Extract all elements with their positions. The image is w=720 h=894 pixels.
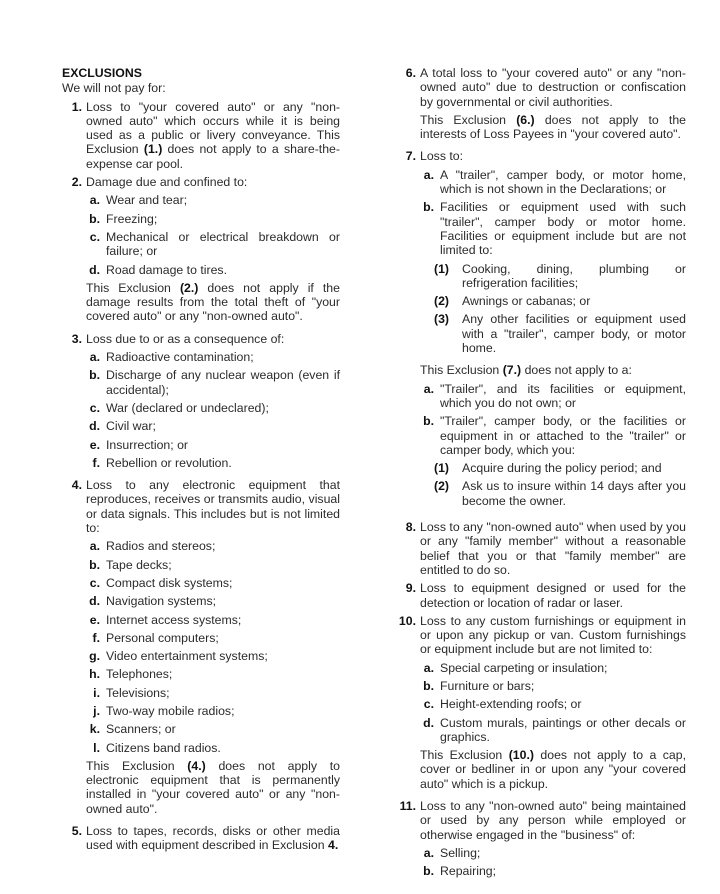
lettered-subitem <box>420 200 686 359</box>
item-text-content: Ask us to insure within 14 days after you become the owner. <box>462 479 686 508</box>
item-marker: d. <box>89 419 100 434</box>
left-column <box>62 66 340 857</box>
item-text <box>106 649 340 663</box>
exclusion-item <box>392 614 686 795</box>
exclusion-text-content: A total loss to "your covered auto" or any "non-owned auto" due to destruction or confiscation by governmental or civil authorities. <box>420 66 686 109</box>
section-intro: We will not pay for: <box>62 81 166 96</box>
item-marker: j. <box>93 703 100 718</box>
item-text <box>440 679 686 693</box>
exclusion-text <box>420 799 686 842</box>
exclusion-text <box>86 478 340 535</box>
exclusion-text-content: Loss to equipment designed or used for the detection or location of radar or laser. <box>420 581 686 610</box>
item-marker: c. <box>89 400 100 415</box>
item-text-content: Radios and stereos; <box>106 539 216 554</box>
note-wrap <box>420 113 686 142</box>
exclusion-body <box>420 614 686 795</box>
lettered-subitem <box>86 212 340 226</box>
item-marker: f. <box>92 455 100 470</box>
item-text <box>106 594 340 608</box>
exclusion-number: 2. <box>71 175 82 190</box>
item-text <box>106 539 340 553</box>
item-text-content: Repairing; <box>440 864 497 879</box>
exclusion-text-content: Loss to any custom furnishings or equipment in or upon any pickup or van. Custom furnishings or equipment include but are not limited to: <box>420 613 686 657</box>
numbered-subitem <box>434 294 686 308</box>
item-marker: a. <box>423 381 434 396</box>
item-marker: d. <box>89 262 100 277</box>
item-text <box>440 382 686 411</box>
right-column <box>392 66 686 887</box>
item-text <box>106 401 340 415</box>
exclusion-item <box>58 332 340 474</box>
exclusion-text <box>420 520 686 577</box>
item-marker: a. <box>89 539 100 554</box>
item-marker: (3) <box>434 312 450 327</box>
lettered-subitem <box>420 697 686 711</box>
exclusion-text-content: Loss due to or as a consequence of: <box>86 331 285 346</box>
note-ref: (6.) <box>516 112 535 127</box>
exclusion-number: 8. <box>405 520 416 535</box>
item-text-content: A "trailer", camper body, or motor home, which is not shown in the Declarations; or <box>440 167 686 197</box>
item-text <box>106 193 340 207</box>
lettered-subitem <box>420 661 686 675</box>
item-text-content: Telephones; <box>106 667 173 682</box>
exclusion-text-content: Loss to "your covered auto" or any "non-owned auto" which occurs while it is being used as a public or livery conveyance. This Exclusion <box>86 99 340 157</box>
item-text <box>106 230 340 259</box>
item-text <box>462 312 686 355</box>
exclusion-text <box>420 66 686 109</box>
exclusion-note <box>420 113 686 142</box>
item-text-content: Freezing; <box>106 211 158 226</box>
exclusions-list-left <box>58 100 340 853</box>
lettered-subitem <box>420 716 686 745</box>
item-text <box>434 414 686 512</box>
item-marker: e. <box>89 437 100 452</box>
note-wrap <box>86 281 340 324</box>
item-marker: l. <box>93 740 100 755</box>
item-marker: e. <box>89 612 100 627</box>
exclusion-body <box>86 824 340 853</box>
lettered-subitem <box>86 438 340 452</box>
item-text-content: Two-way mobile radios; <box>106 703 235 718</box>
item-text-content: Citizens band radios. <box>106 740 221 755</box>
note-text: does not apply to electronic equipment that is permanently installed in "your covered auto" or any "non-owned auto". <box>86 758 340 816</box>
item-marker: b. <box>423 200 434 215</box>
lettered-subitem <box>86 667 340 681</box>
item-text <box>106 613 340 627</box>
item-text-content: Radioactive contamination; <box>106 350 254 365</box>
lettered-subitem <box>420 382 686 411</box>
exclusion-item <box>392 799 686 882</box>
exclusion-note <box>86 281 340 324</box>
exclusion-body <box>420 520 686 577</box>
note-text: This Exclusion <box>420 112 517 127</box>
lettered-subitem <box>86 686 340 700</box>
item-text-content: Televisions; <box>106 685 170 700</box>
item-text-content: Tape decks; <box>106 557 172 572</box>
exclusion-item <box>392 66 686 145</box>
lettered-subitem <box>86 631 340 645</box>
item-text-content: Facilities or equipment used with such "trailer", camper body or motor home. Facilities or equipment include but are not limited to: <box>440 200 686 258</box>
item-text-content: Furniture or bars; <box>440 678 535 693</box>
item-text-content: Wear and tear; <box>106 193 188 208</box>
item-text-content: War (declared or undeclared); <box>106 400 269 415</box>
item-text <box>440 846 686 860</box>
item-text <box>440 661 686 675</box>
lettered-subitem <box>86 594 340 608</box>
exclusion-text-content: Loss to any "non-owned auto" being maintained or used by any person while employed or otherwise engaged in the "business" of: <box>420 799 686 842</box>
lettered-sublist <box>420 846 686 879</box>
item-text-content: Cooking, dining, plumbing or refrigeration facilities; <box>462 261 686 290</box>
numbered-subitem <box>434 461 686 475</box>
exclusion-text <box>420 581 686 610</box>
item-text <box>440 716 686 745</box>
exclusion-number: 6. <box>405 66 416 80</box>
note-ref: (10.) <box>508 748 534 763</box>
item-text <box>440 697 686 711</box>
item-text <box>106 368 340 397</box>
lettered-subitem <box>420 168 686 197</box>
item-text <box>462 479 686 508</box>
note-sublist <box>420 382 686 512</box>
exclusion-item <box>58 175 340 328</box>
exclusion-text <box>420 149 686 163</box>
lettered-subitem <box>86 576 340 590</box>
exclusion-number: 11. <box>399 799 416 814</box>
exclusion-text-content: Loss to: <box>420 149 464 164</box>
item-text-content: Discharge of any nuclear weapon (even if accidental); <box>106 368 340 397</box>
lettered-subitem <box>86 350 340 364</box>
lettered-subitem <box>86 263 340 277</box>
lettered-subitem <box>86 419 340 433</box>
item-marker: a. <box>89 193 100 208</box>
item-marker: b. <box>423 414 434 429</box>
exclusion-text-content: does not apply to a share-the-expense car pool. <box>86 142 340 171</box>
lettered-subitem <box>86 539 340 553</box>
item-marker: a. <box>423 660 434 675</box>
item-text <box>106 704 340 718</box>
item-text-content: Special carpeting or insulation; <box>440 660 608 675</box>
exclusion-body <box>420 66 686 145</box>
note-text: does not apply if the damage results from the total theft of "your covered auto" or any "non-owned auto". <box>86 280 340 324</box>
note-text: This Exclusion <box>86 758 188 773</box>
lettered-subitem <box>420 864 686 878</box>
lettered-subitem <box>86 456 340 470</box>
item-text-content: Acquire during the policy period; and <box>462 461 662 476</box>
item-marker: (1) <box>434 261 450 276</box>
exclusion-text <box>86 175 340 189</box>
item-text-content: Civil war; <box>106 419 156 434</box>
item-text <box>434 200 686 359</box>
item-text <box>462 262 686 291</box>
item-marker: c. <box>89 575 100 590</box>
item-marker: b. <box>423 678 434 693</box>
note-wrap <box>420 748 686 791</box>
item-marker: c. <box>423 697 434 712</box>
item-marker: b. <box>423 864 434 879</box>
note-ref: (2.) <box>179 280 199 295</box>
exclusion-text <box>86 824 340 853</box>
item-text-content: Any other facilities or equipment used with a "trailer", camper body, or motor home. <box>462 312 686 356</box>
item-marker: k. <box>89 722 100 737</box>
item-text <box>106 419 340 433</box>
exclusion-number: 9. <box>405 581 416 596</box>
exclusion-text <box>86 332 340 346</box>
note-text: This Exclusion <box>420 748 509 763</box>
lettered-subitem <box>420 679 686 693</box>
item-text <box>440 168 686 197</box>
item-text-content: Compact disk systems; <box>106 575 233 590</box>
exclusion-item <box>58 824 340 853</box>
numbered-sublist <box>434 262 686 356</box>
item-text <box>440 864 686 878</box>
exclusion-text-content: Loss to any electronic equipment that reproduces, receives or transmits audio, visual or data signals. This includes but is not limited to: <box>86 478 340 536</box>
item-marker: (2) <box>434 479 450 494</box>
lettered-subitem <box>86 193 340 207</box>
exclusions-list-right <box>392 66 686 883</box>
note-text: This Exclusion <box>86 280 180 295</box>
item-marker: (1) <box>434 461 450 476</box>
lettered-subitem <box>86 230 340 259</box>
numbered-sublist <box>434 461 686 508</box>
exclusion-body <box>86 175 340 328</box>
item-marker: d. <box>423 715 434 730</box>
item-text-content: Mechanical or electrical breakdown or failure; or <box>106 229 340 259</box>
lettered-subitem <box>86 722 340 736</box>
item-marker: b. <box>89 368 100 383</box>
note-ref: (4.) <box>187 758 206 773</box>
item-text-content: "Trailer", and its facilities or equipment, which you do not own; or <box>440 381 686 410</box>
item-text <box>462 461 686 475</box>
item-text-content: Road damage to tires. <box>106 262 227 277</box>
lettered-sublist <box>420 168 686 360</box>
exclusion-number: 4. <box>71 478 82 493</box>
exclusion-body <box>86 332 340 474</box>
item-text <box>106 350 340 364</box>
item-text <box>106 741 340 755</box>
item-marker: f. <box>92 630 100 645</box>
item-text <box>106 722 340 736</box>
exclusion-body <box>86 100 340 171</box>
item-text-content: "Trailer", camper body, or the facilities or equipment in or attached to the "trailer" or camper body, which you: <box>440 414 686 457</box>
item-text <box>106 212 340 226</box>
numbered-subitem <box>434 312 686 355</box>
exclusion-ref: (1.) <box>143 142 163 157</box>
lettered-subitem <box>86 368 340 397</box>
item-marker: (2) <box>434 294 450 309</box>
item-text-content: Custom murals, paintings or other decals or graphics. <box>440 715 686 744</box>
exclusion-number: 7. <box>405 149 416 164</box>
item-text <box>106 438 340 452</box>
item-marker: b. <box>89 557 100 572</box>
note-text: does not apply to a cap, cover or bedliner in or upon any "your covered auto" which is a pickup. <box>420 748 686 791</box>
note-wrap <box>420 363 686 512</box>
lettered-sublist <box>420 382 686 512</box>
exclusion-text <box>86 100 340 171</box>
item-text-content: Internet access systems; <box>106 612 242 627</box>
note-wrap <box>86 759 340 816</box>
item-marker: c. <box>89 229 100 244</box>
exclusion-body <box>420 799 686 882</box>
lettered-sublist <box>86 539 340 755</box>
item-text <box>106 456 340 470</box>
item-marker: d. <box>89 594 100 609</box>
item-text-content: Personal computers; <box>106 630 219 645</box>
item-text-content: Selling; <box>440 845 481 860</box>
lettered-sublist <box>86 350 340 470</box>
numbered-subitem <box>434 479 686 508</box>
exclusion-text <box>420 614 686 657</box>
item-text-content: Insurrection; or <box>106 437 189 452</box>
lettered-subitem <box>86 649 340 663</box>
exclusion-body <box>420 149 686 516</box>
item-text-content: Navigation systems; <box>106 594 217 609</box>
item-text-content: Height-extending roofs; or <box>440 697 582 712</box>
exclusion-note <box>420 748 686 791</box>
item-text <box>106 263 340 277</box>
item-text <box>106 576 340 590</box>
item-marker: a. <box>89 350 100 365</box>
exclusion-item <box>392 149 686 516</box>
lettered-subitem <box>86 613 340 627</box>
exclusion-text-content: Loss to tapes, records, disks or other media used with equipment described in Exclusion <box>86 824 340 853</box>
item-marker: a. <box>423 845 434 860</box>
item-marker: b. <box>89 211 100 226</box>
exclusion-note <box>86 759 340 816</box>
exclusion-item <box>392 581 686 610</box>
item-text <box>106 667 340 681</box>
item-text-content: Awnings or cabanas; or <box>462 294 591 309</box>
lettered-subitem <box>86 558 340 572</box>
lettered-subitem <box>86 741 340 755</box>
exclusion-number: 5. <box>71 824 82 839</box>
item-marker: g. <box>89 649 100 664</box>
section-heading: EXCLUSIONS <box>62 66 142 80</box>
lettered-subitem <box>86 401 340 415</box>
item-text <box>106 558 340 572</box>
item-text <box>462 294 686 308</box>
numbered-subitem <box>434 262 686 291</box>
note-text: does not apply to a: <box>521 363 632 378</box>
note-ref: (7.) <box>502 363 522 378</box>
exclusion-item <box>392 520 686 577</box>
exclusion-note <box>420 363 686 377</box>
exclusion-body <box>86 478 340 820</box>
exclusion-text-content: Loss to any "non-owned auto" when used by you or any "family member" without a reasonable belief that you or that "family member" are entitled to do so. <box>420 520 686 577</box>
item-text <box>106 686 340 700</box>
lettered-subitem <box>420 414 686 512</box>
note-text: This Exclusion <box>420 363 503 378</box>
exclusion-text-content: Damage due and confined to: <box>86 175 248 190</box>
lettered-subitem <box>86 704 340 718</box>
exclusion-number: 3. <box>71 331 82 346</box>
exclusion-item <box>58 478 340 820</box>
item-marker: h. <box>89 667 100 682</box>
lettered-subitem <box>420 846 686 860</box>
item-text-content: Scanners; or <box>106 722 176 737</box>
exclusion-number: 10. <box>398 613 416 628</box>
exclusion-body <box>420 581 686 610</box>
item-marker: a. <box>423 167 434 182</box>
lettered-sublist <box>420 661 686 744</box>
note-text: does not apply to the interests of Loss Payees in "your covered auto". <box>420 112 686 142</box>
item-text-content: Rebellion or revolution. <box>106 455 232 470</box>
exclusion-ref: 4. <box>327 838 339 853</box>
item-text <box>106 631 340 645</box>
item-text-content: Video entertainment systems; <box>106 649 268 664</box>
lettered-sublist <box>86 193 340 276</box>
exclusion-item <box>58 100 340 171</box>
exclusion-number: 1. <box>71 99 82 114</box>
item-marker: i. <box>93 685 100 700</box>
